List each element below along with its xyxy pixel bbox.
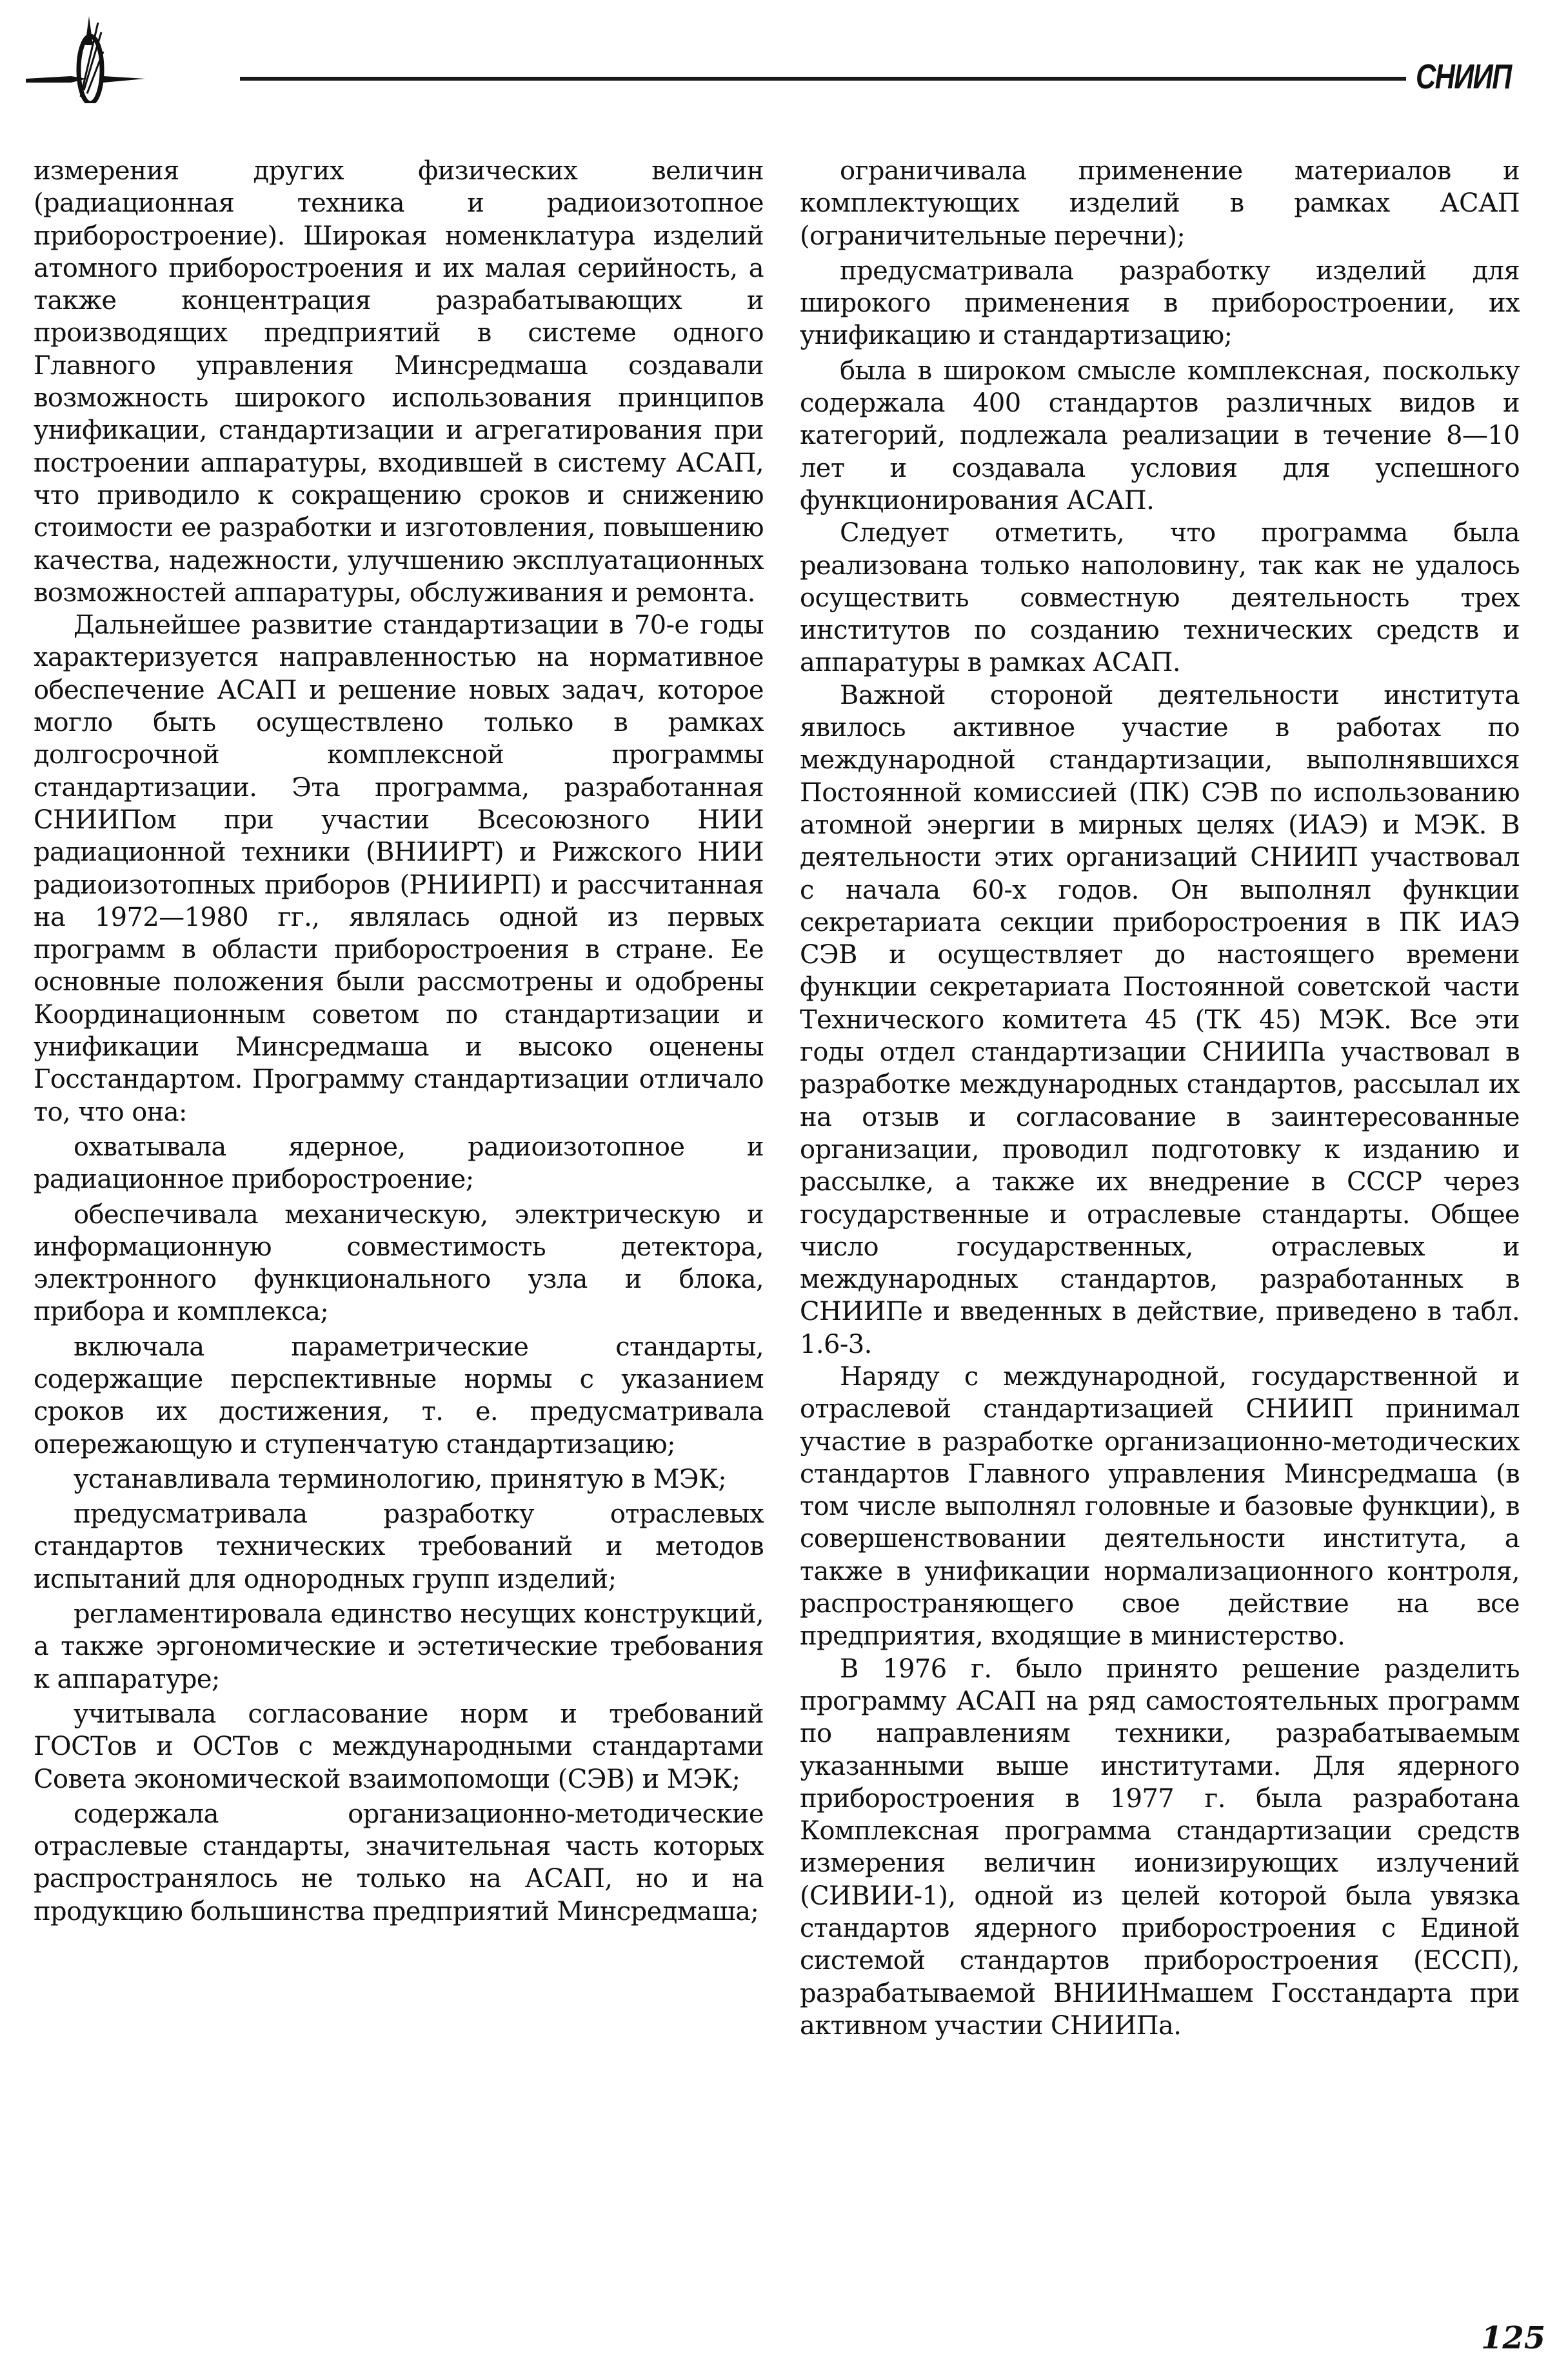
page-number: 125 [1481,2320,1546,2356]
list-item: обеспечивала механическую, электрическую и информационную совместимость детектора, электронного функционального узла и блока, прибора и комплекса; [34,1199,764,1327]
list-item: охватывала ядерное, радиоизотопное и радиационное приборостроение; [34,1132,764,1195]
paragraph: Наряду с международной, государственной и отраслевой стандартизацией СНИИП принимал участие в разработке организационно-методических стандартов Главного управления Минсредмаша (в том числе выполнял головные и базовые функции), в совершенствовании деятельности института, а также в унификации нормализационного контроля, распространяющего свое действие на все предприятия, входящие в министерство. [800,1361,1520,1652]
paragraph: Важной стороной деятельности института явилось активное участие в работах по международной стандартизации, выполнявшихся Постоянной комиссией (ПК) СЭВ по использованию атомной энергии в мирных целях (ИАЭ) и МЭК. В деятельности этих организаций СНИИП участвовал с начала 60-х годов. Он выполнял функции секретариата секции приборостроения в ПК ИАЭ СЭВ и осуществляет до настоящего времени функции секретариата Постоянной советской части Технического комитета 45 (ТК 45) МЭК. Все эти годы отдел стандартизации СНИИПа участвовал в разработке международных стандартов, рассылал их на отзыв и согласование в заинтересованные организации, проводил подготовку к изданию и рассылке, а также их внедрение в СССР через государственные и отраслевые стандарты. Общее число государственных, отраслевых и международных стандартов, разработанных в СНИИПе и введенных в действие, приведено в табл. 1.6-3. [800,680,1520,1359]
atom-logo-icon [26,6,232,103]
running-head: СНИИП [1416,57,1511,96]
list-item: предусматривала разработку изделий для широкого применения в приборостроении, их унификацию и стандартизацию; [800,255,1520,351]
left-column [34,155,764,1928]
right-column [800,155,1520,2042]
list-item: содержала организационно-методические отраслевые стандарты, значительная часть которых распространялось не только на АСАП, но и на продукцию большинства предприятий Минсредмаша; [34,1799,764,1926]
list-item: предусматривала разработку отраслевых стандартов технических требований и методов испытаний для однородных групп изделий; [34,1499,764,1594]
list-item: учитывала согласование норм и требований ГОСТов и ОСТов с международными стандартами Совета экономической взаимопомощи (СЭВ) и МЭК; [34,1699,764,1794]
paragraph: Дальнейшее развитие стандартизации в 70-е годы характеризуется направленностью на нормативное обеспечение АСАП и решение новых задач, которое могло быть осуществлено только в рамках долгосрочной комплексной программы стандартизации. Эта программа, разработанная СНИИПом при участии Всесоюзного НИИ радиационной техники (ВНИИРТ) и Рижского НИИ радиоизотопных приборов (РНИИРП) и рассчитанная на 1972—1980 гг., являлась одной из первых программ в области приборостроения в стране. Ее основные положения были рассмотрены и одобрены Координационным советом по стандартизации и унификации Минсредмаша и высоко оценены Госстандартом. Программу стандартизации отличало то, что она: [34,610,764,1127]
list-item: регламентировала единство несущих конструкций, а также эргономические и эстетические требования к аппаратуре; [34,1599,764,1694]
paragraph: В 1976 г. было принято решение разделить программу АСАП на ряд самостоятельных программ по направлениям техники, разрабатываемым указанными выше институтами. Для ядерного приборостроения в 1977 г. была разработана Комплексная программа стандартизации средств измерения величин ионизирующих излучений (СИВИИ-1), одной из целей которой была увязка стандартов ядерного приборостроения с Единой системой стандартов приборостроения (ЕССП), разрабатываемой ВНИИНмашем Госстандарта при активном участии СНИИПа. [800,1654,1520,2041]
list-item: ограничивала применение материалов и комплектующих изделий в рамках АСАП (ограничительные перечни); [800,156,1520,251]
paragraph: Следует отметить, что программа была реализована только наполовину, так как не удалось осуществить совместную деятельность трех институтов по созданию технических средств и аппаратуры в рамках АСАП. [800,518,1520,678]
paragraph: измерения других физических величин (радиационная техника и радиоизотопное приборостроение). Широкая номенклатура изделий атомного приборостроения и их малая серийность, а также концентрация разрабатывающих и производящих предприятий в системе одного Главного управления Минсредмаша создавали возможность широкого использования принципов унификации, стандартизации и агрегатирования при построении аппаратуры, входившей в систему АСАП, что приводило к сокращению сроков и снижению стоимости ее разработки и изготовления, повышению качества, надежности, улучшению эксплуатационных возможностей аппаратуры, обслуживания и ремонта. [34,156,764,608]
list-item: была в широком смысле комплексная, поскольку содержала 400 стандартов различных видов и категорий, подлежала реализации в течение 8—10 лет и создавала условия для успешного функционирования АСАП. [800,355,1520,515]
list-item: устанавливала терминологию, принятую в МЭК; [74,1464,727,1494]
header-rule [240,77,1406,81]
list-item: включала параметрические стандарты, содержащие перспективные нормы с указанием сроков их достижения, т. е. предусматривала опережающую и ступенчатую стандартизацию; [34,1332,764,1459]
